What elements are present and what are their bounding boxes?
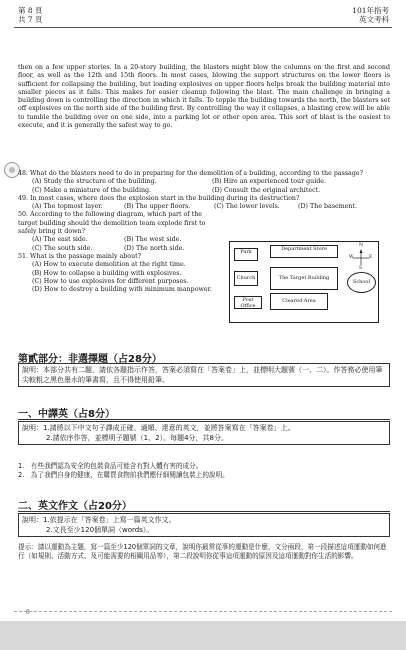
city-diagram <box>229 241 379 323</box>
option-b: (B) The upper floors. <box>124 203 191 211</box>
option-c: (C) Make a miniature of the building. <box>32 186 152 194</box>
footer-divider <box>14 611 392 612</box>
header-divider <box>14 27 392 28</box>
option-b: (B) How to collapse a building with explosives. <box>32 269 182 277</box>
option-a: (A) The east side. <box>32 236 88 244</box>
option-d: (D) How to destroy a building with minimum manpower. <box>32 286 212 294</box>
post-office-box: Post Office <box>234 296 262 309</box>
translation-item-1: 1. 有些我們認為安全的包裝食品可能含有對人體有害的成分。 <box>18 462 203 470</box>
cleared-area-box: Cleared Area <box>270 293 328 310</box>
church-box: Church <box>234 271 258 286</box>
question-stem: 51. What is the passage mainly about? <box>18 252 142 260</box>
option-c: (C) How to use explosives for different purposes. <box>32 277 189 285</box>
compass-west-label: W <box>349 255 354 260</box>
essay-prompt: 提示：請以運動為主題，寫一篇至少120個單詞的文章，說明你最常從事的運動是什麼，文分兩段，第一段描述這項運動如何進行（如規則、活動方式、及可能需要的相關用品等），第二段說明你從事這項運動的原因及這項運動對你生活的影響。 <box>18 543 387 560</box>
subject-label: 英文考科 <box>359 15 389 24</box>
option-a: (A) The topmost layer. <box>32 203 103 211</box>
question-51 <box>18 253 228 294</box>
option-a: (A) How to execute demolition at the right time. <box>32 261 186 269</box>
target-building-box: The Target Building <box>270 267 338 290</box>
part2-instructions: 說明：本部分共有二題，請依各題指示作答，答案必須寫在「答案卷」上，並標明大題號（一、二）。作答務必使用筆尖較粗之黑色墨水的筆書寫，且不得使用鉛筆。 <box>18 363 390 387</box>
compass-south-label: S <box>359 266 363 271</box>
section2-title: 二、英文作文（占20分） <box>18 501 132 512</box>
page-footer-number: － 8 － <box>18 609 38 616</box>
compass-north-label: N <box>359 243 363 248</box>
part2-title: 第貳部分：非選擇題（占28分） <box>18 354 162 365</box>
page-number-label: 第 8 頁 <box>18 6 43 15</box>
section1-instructions <box>18 421 390 445</box>
question-48 <box>18 170 390 195</box>
exam-label: 101年指考 <box>352 6 389 15</box>
question-stem: 50. According to the following diagram, which part of the target building should the demolition team explode first to safely bring it down? <box>18 211 206 236</box>
section1-note-2: 2.請依序作答，並標明子題號（1、2）。每題4分，共8分。 <box>46 434 228 442</box>
question-stem: 48. What do the blasters need to do in preparing for the demolition of a building, according to the passage? <box>18 170 363 177</box>
reading-passage: then on a few upper stories. In a 20-story building, the blasters might blow the columns on the first and second floor, as well as the 12th and 15th floors. In most cases, blowing the support structures on the lower floors is sufficient for collapsing the building, but loading explosives on upper floors helps break the building material into smaller pieces as it falls. This makes for easier cleanup following the blast. The main challenge in bringing a building down is controlling the direction in which it falls. To topple the building towards the north, the blasters set off explosives on the north side of the building first. By controlling the way it collapses, a blasting crew will be able to tumble the building over on one side, into a parking lot or other open area. This sort of blast is the easiest to execute, and it is generally the safest way to go. <box>18 64 390 130</box>
section2-divider <box>18 511 390 512</box>
section1-divider <box>18 419 390 420</box>
option-c: (C) The south side. <box>32 244 93 252</box>
question-stem: 49. In most cases, where does the explosion start in the building during its destruction? <box>18 194 300 202</box>
question-49 <box>18 195 390 212</box>
option-d: (D) The north side. <box>124 244 185 252</box>
option-d: (D) The basement. <box>298 203 357 211</box>
viewer-bottom-bar <box>0 621 406 650</box>
option-d: (D) Consult the original architect. <box>212 186 321 194</box>
page-header-right <box>352 6 389 24</box>
section2-instructions <box>18 513 390 537</box>
department-store-box: Department Store <box>270 245 338 258</box>
section1-title: 一、中譯英（占8分） <box>18 409 115 420</box>
compass-rose <box>348 244 374 272</box>
question-50 <box>18 211 218 252</box>
option-b: (B) Hire an experienced tour guide. <box>212 178 326 186</box>
compass-east-label: E <box>369 255 373 260</box>
section1-items <box>18 462 390 479</box>
park-box: Park <box>234 248 258 261</box>
translation-item-2: 2. 為了我們自身的健康，在購買食物前我們應仔細閱讀包裝上的說明。 <box>18 470 229 479</box>
compass-arrow-icon <box>348 244 374 272</box>
section2-note-2: 2.文長至少120個單詞（words）。 <box>46 526 154 534</box>
option-c: (C) The lower levels. <box>214 203 280 211</box>
page-header-left <box>18 6 43 24</box>
section2-note-1: 說明：1.依提示在「答案卷」上寫一篇英文作文。 <box>22 516 176 524</box>
page-total-label: 共 7 頁 <box>18 15 43 24</box>
option-b: (B) The west side. <box>124 236 182 244</box>
school-box: School <box>347 272 376 293</box>
section1-note-1: 說明：1.請將以下中文句子譯成正確、通順、達意的英文，並將答案寫在「答案卷」上。 <box>22 424 295 432</box>
option-a: (A) Study the structure of the building. <box>32 178 157 186</box>
